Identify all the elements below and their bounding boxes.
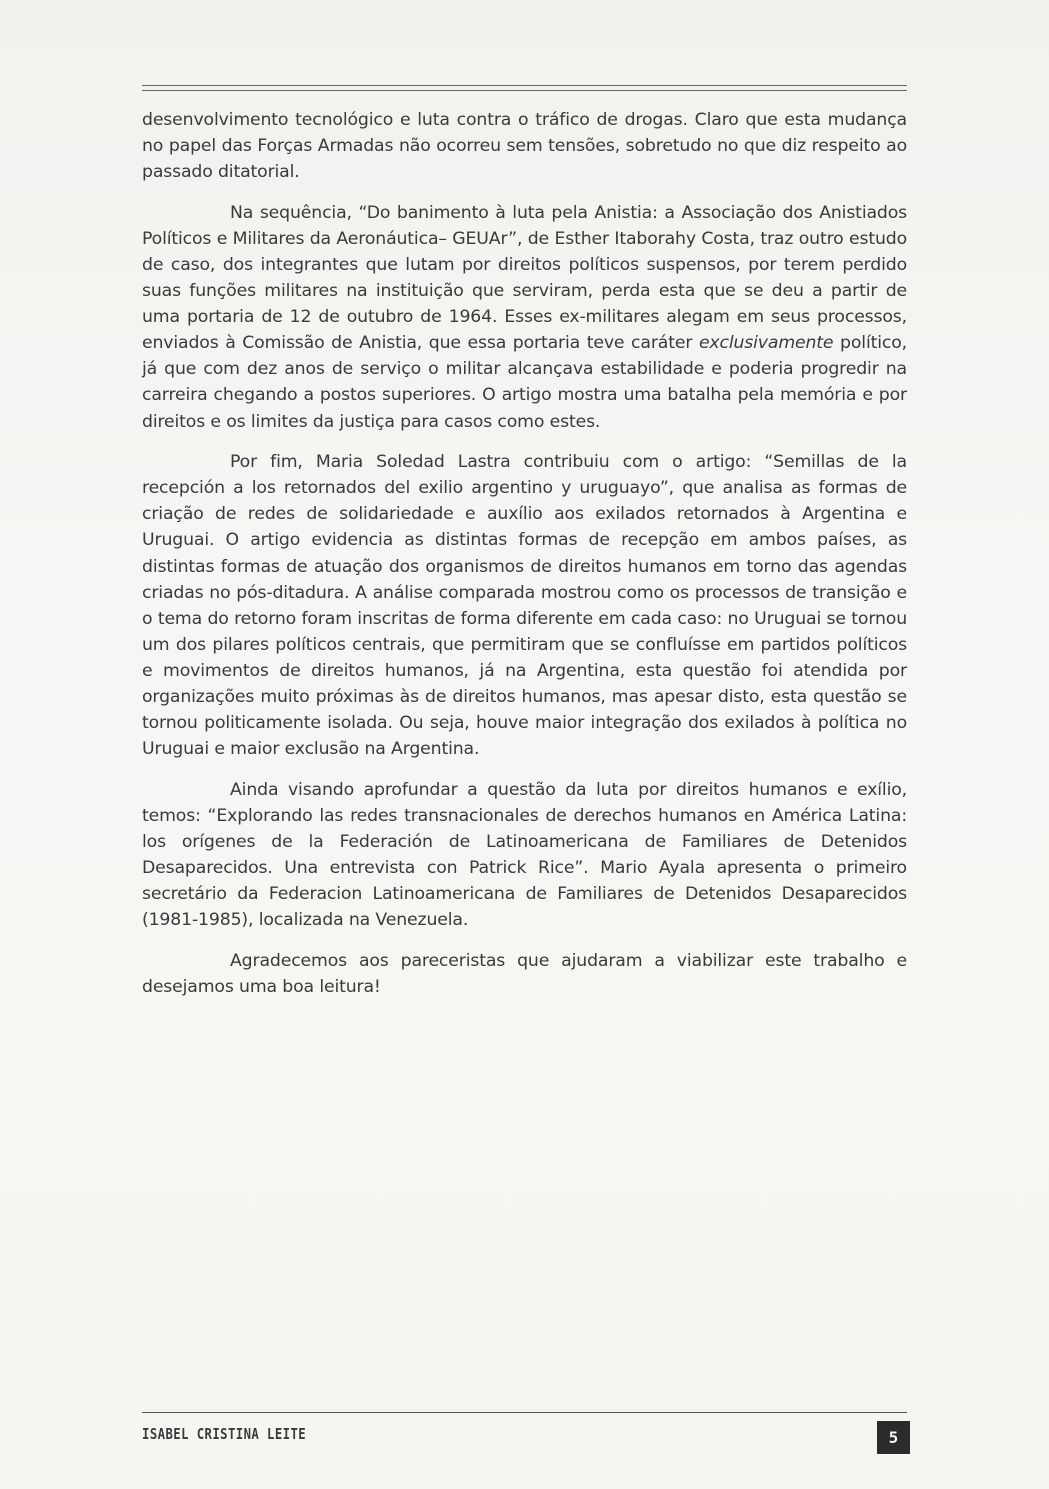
body-text [142,107,907,1015]
paragraph-2 [142,200,907,435]
paragraph-2-emphasis: exclusivamente [698,333,834,354]
page-number-badge: 5 [877,1421,910,1454]
paragraph-1: desenvolvimento tecnológico e luta contra o tráfico de drogas. Claro que esta mudança no papel das Forças Armadas não ocorreu sem tensões, sobretudo no que diz respeito ao passado ditatorial. [142,110,907,183]
paragraph-2-start: Na sequência, “Do banimento à luta pela Anistia: a Associação dos Anistiados Políticos e Militares da Aeronáutica– GEUAr”, de Esther Itaborahy Costa, traz outro estudo de caso, dos integrantes que lutam por direitos políticos suspensos, por terem perdido suas funções militares na instituição que serviram, perda esta que se deu a partir de uma portaria de 12 de outubro de 1964. Esses ex-militares alegam em seus processos, enviados à Comissão de Anistia, que essa portaria teve caráter [142,202,907,354]
paragraph-2-end: político, já que com dez anos de serviço o militar alcançava estabilidade e poderia progredir na carreira chegando a postos superiores. O artigo mostra uma batalha pela memória e por direitos e os limites da justiça para casos como estes. [142,333,907,432]
header-double-rule [142,85,907,91]
paragraph-5: Agradecemos aos pareceristas que ajudaram a viabilizar este trabalho e desejamos uma boa leitura! [142,950,907,997]
footer-author: ISABEL CRISTINA LEITE [142,1425,307,1443]
paragraph-4: Ainda visando aprofundar a questão da luta por direitos humanos e exílio, temos: “Explorando las redes transnacionales de derechos humanos en América Latina: los orígenes de la Federación de Latinoamericana de Familiares de Detenidos Desaparecidos. Una entrevista con Patrick Rice”. Mario Ayala apresenta o primeiro secretário da Federacion Latinoamericana de Familiares de Detenidos Desaparecidos (1981-1985), localizada na Venezuela. [142,779,907,931]
footer-rule [142,1412,907,1413]
paragraph-3: Por fim, Maria Soledad Lastra contribuiu com o artigo: “Semillas de la recepción a los retornados del exilio argentino y uruguayo”, que analisa as formas de criação de redes de solidariedade e auxílio aos exilados retornados à Argentina e Uruguai. O artigo evidencia as distintas formas de recepção em ambos países, as distintas formas de atuação dos organismos de direitos humanos em torno das agendas criadas no pós-ditadura. A análise comparada mostrou como os processos de transição e o tema do retorno foram inscritas de forma diferente em cada caso: no Uruguai se tornou um dos pilares políticos centrais, que permitiram que se confluísse em partidos políticos e movimentos de direitos humanos, já na Argentina, esta questão foi atendida por organizações muito próximas às de direitos humanos, mas apesar disto, esta questão se tornou politicamente isolada. Ou seja, houve maior integração dos exilados à política no Uruguai e maior exclusão na Argentina. [142,452,907,760]
